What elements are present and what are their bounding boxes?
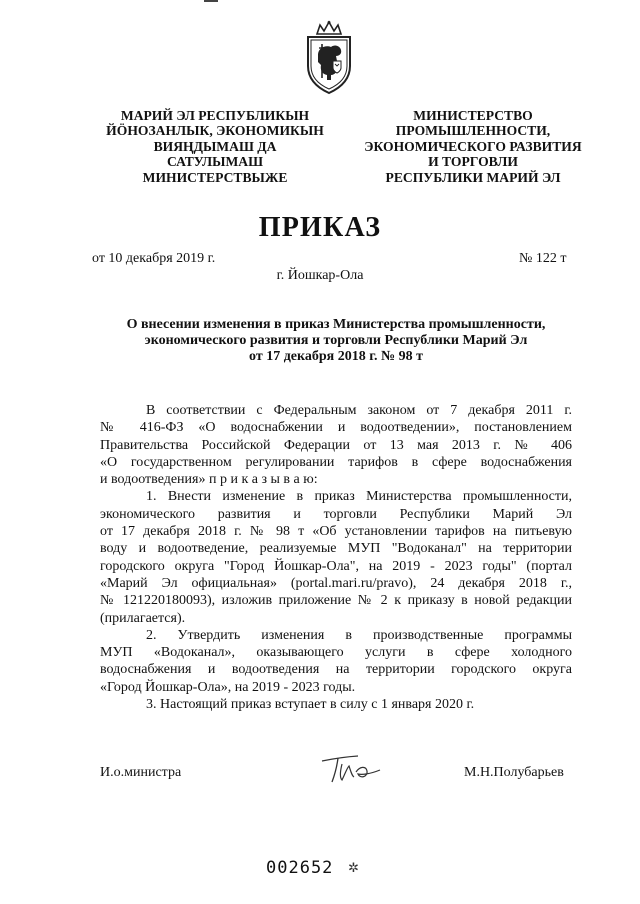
header-right-line: МИНИСТЕРСТВО (413, 108, 533, 123)
document-title: ПРИКАЗ (258, 212, 382, 243)
body-line: «Город Йошкар-Ола», на 2019 - 2023 годы. (100, 679, 356, 695)
body-line: городского округа "Город Йошкар-Ола", на 2019 - 2023 годы" (портал (100, 558, 572, 574)
header-left-line: МИНИСТЕРСТВЫЖЕ (142, 169, 288, 185)
handwritten-signature (318, 752, 384, 786)
body-line: экономического развития и торговли Республики Марий Эл (100, 506, 572, 522)
serial-number: 002652 (266, 858, 334, 878)
subject-line: от 17 декабря 2018 г. № 98 т (249, 349, 423, 365)
scan-mark (204, 0, 218, 2)
signatory-name: М.Н.Полубарьев (464, 765, 564, 780)
body-line: воду и водоотведение, реализуемые МУП "Водоканал" на территории (100, 541, 572, 557)
body-line: 1. Внести изменение в приказ Министерства промышленности, (146, 489, 572, 505)
header-left-line: ЙÖНОЗАНЛЫК, ЭКОНОМИКЫН (106, 123, 324, 139)
header-right-russian (356, 108, 590, 185)
body-line: водоснабжения и водоотведения на территории городского округа (100, 662, 572, 678)
body-line: № 121220180093), изложив приложение № 2 к приказу в новой редакции (100, 593, 572, 609)
header-left-marij (100, 108, 330, 185)
body-line: № 416-ФЗ «О водоснабжении и водоотведении», постановлением (100, 420, 572, 436)
body-line: МУП «Водоканал», оказывающего услуги в сфере холодного (100, 645, 572, 661)
body-line: 2. Утвердить изменения в производственные программы (146, 627, 572, 643)
header-left-line: ВИЯҢДЫМАШ ДА (153, 138, 277, 154)
header-left-line: МАРИЙ ЭЛ РЕСПУБЛИКЫН (120, 108, 310, 123)
document-date: от 10 декабря 2019 г. (92, 251, 216, 266)
asterisk-icon: ✲ (348, 860, 359, 875)
coat-of-arms-icon (300, 20, 358, 96)
subject-line: экономического развития и торговли Республики Марий Эл (144, 333, 528, 349)
body-line: Правительства Российской Федерации от 13 мая 2013 г. № 406 (100, 437, 572, 453)
body-line: В соответствии с Федеральным законом от 7 декабря 2011 г. (146, 403, 572, 418)
signatory-role: И.о.министра (100, 765, 182, 780)
header-right-line: ПРОМЫШЛЕННОСТИ, (395, 123, 551, 139)
body-line: «О государственном регулировании тарифов в сфере водоснабжения (100, 454, 572, 470)
body-line: и водоотведения» п р и к а з ы в а ю: (100, 472, 318, 488)
header-right-line: И ТОРГОВЛИ (428, 154, 518, 170)
body-line: «Марий Эл официальная» (portal.mari.ru/pravo), 24 декабря 2018 г., (100, 575, 572, 591)
body-line: (прилагается). (100, 610, 186, 626)
document-number: № 122 т (519, 251, 567, 266)
body-line: от 17 декабря 2018 г. № 98 т «Об установлении тарифов на питьевую (100, 524, 572, 540)
header-left-line: САТУЛЫМАШ (166, 154, 264, 170)
body-line: 3. Настоящий приказ вступает в силу с 1 января 2020 г. (146, 697, 475, 713)
header-right-line: ЭКОНОМИЧЕСКОГО РАЗВИТИЯ (364, 138, 582, 154)
header-right-line: РЕСПУБЛИКИ МАРИЙ ЭЛ (385, 169, 561, 185)
document-city: г. Йошкар-Ола (276, 268, 364, 283)
document-body (100, 402, 572, 713)
subject-line: О внесении изменения в приказ Министерства промышленности, (126, 317, 546, 332)
document-subject (100, 317, 572, 366)
